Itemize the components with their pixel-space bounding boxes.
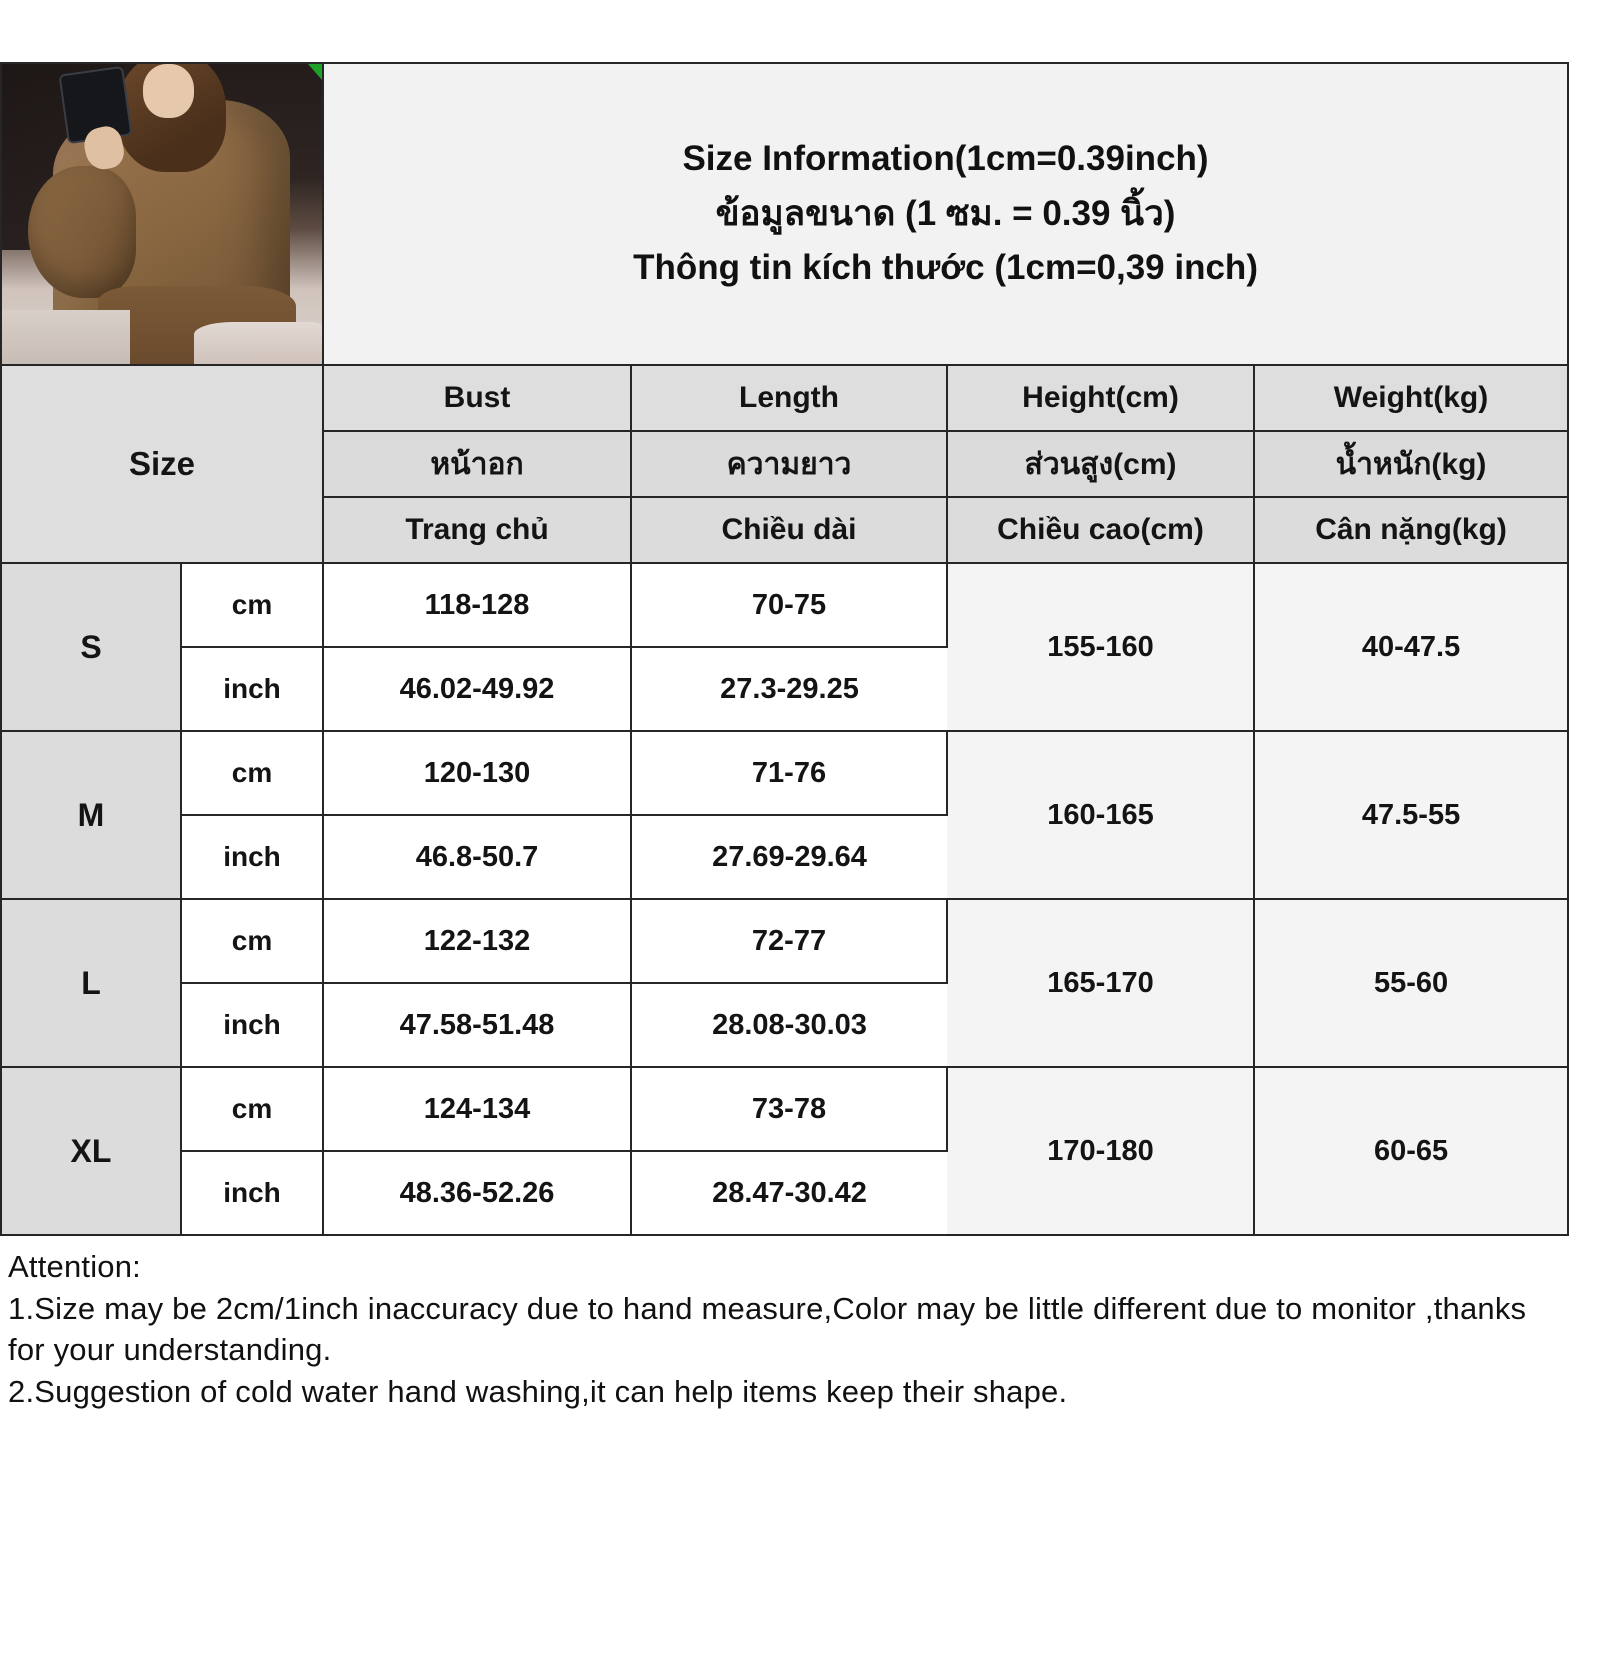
- bust-inch-m: 46.8-50.7: [323, 815, 631, 899]
- column-header-bust-th: หน้าอก: [323, 431, 631, 497]
- attention-heading: Attention:: [8, 1249, 141, 1284]
- column-header-bust-vi: Trang chủ: [323, 497, 631, 563]
- title-stack: [348, 138, 1543, 290]
- bust-cm-m: 120-130: [323, 731, 631, 815]
- unit-label-cm-m: cm: [181, 731, 323, 815]
- bust-cm-xl: 124-134: [323, 1067, 631, 1151]
- bust-inch-xl: 48.36-52.26: [323, 1151, 631, 1235]
- photo-shirt-sleeve: [28, 166, 137, 298]
- attention-block: [0, 1236, 1567, 1412]
- title-line-en: Size Information(1cm=0.39inch): [682, 138, 1209, 178]
- unit-label-cm-l: cm: [181, 899, 323, 983]
- table-row: [1, 899, 1568, 983]
- table-row: [1, 1067, 1568, 1151]
- weight-l: 55-60: [1254, 899, 1568, 1067]
- length-cm-s: 70-75: [631, 563, 947, 647]
- column-header-length-vi: Chiều dài: [631, 497, 947, 563]
- bust-cm-s: 118-128: [323, 563, 631, 647]
- size-chart-sheet: [0, 62, 1600, 1662]
- size-label-xl: XL: [1, 1067, 181, 1235]
- length-cm-m: 71-76: [631, 731, 947, 815]
- table-row: [1, 731, 1568, 815]
- weight-xl: 60-65: [1254, 1067, 1568, 1235]
- unit-label-cm-xl: cm: [181, 1067, 323, 1151]
- column-header-height-en: Height(cm): [947, 365, 1254, 431]
- weight-m: 47.5-55: [1254, 731, 1568, 899]
- unit-label-inch-s: inch: [181, 647, 323, 731]
- column-header-weight-vi: Cân nặng(kg): [1254, 497, 1568, 563]
- size-chart-table: [0, 62, 1569, 1236]
- photo-floor: [2, 310, 130, 364]
- product-photo-cell: [1, 63, 323, 365]
- height-l: 165-170: [947, 899, 1254, 1067]
- size-label-m: M: [1, 731, 181, 899]
- length-inch-s: 27.3-29.25: [631, 647, 947, 731]
- bust-inch-s: 46.02-49.92: [323, 647, 631, 731]
- column-header-height-vi: Chiều cao(cm): [947, 497, 1254, 563]
- attention-note-1: 1.Size may be 2cm/1inch inaccuracy due to hand measure,Color may be little different due to monitor ,thanks for your understanding.: [8, 1290, 1527, 1368]
- table-row: [1, 563, 1568, 647]
- column-header-length-en: Length: [631, 365, 947, 431]
- length-inch-l: 28.08-30.03: [631, 983, 947, 1067]
- column-header-size: Size: [1, 365, 323, 563]
- title-cell: [323, 63, 1568, 365]
- column-header-height-th: ส่วนสูง(cm): [947, 431, 1254, 497]
- column-header-row-en: [1, 365, 1568, 431]
- green-corner-marker-icon: [308, 64, 322, 80]
- weight-s: 40-47.5: [1254, 563, 1568, 731]
- unit-label-inch-l: inch: [181, 983, 323, 1067]
- photo-pillow: [194, 322, 322, 364]
- attention-note-2: 2.Suggestion of cold water hand washing,it can help items keep their shape.: [8, 1373, 1068, 1409]
- height-s: 155-160: [947, 563, 1254, 731]
- column-header-length-th: ความยาว: [631, 431, 947, 497]
- unit-label-inch-xl: inch: [181, 1151, 323, 1235]
- size-label-s: S: [1, 563, 181, 731]
- height-m: 160-165: [947, 731, 1254, 899]
- length-cm-l: 72-77: [631, 899, 947, 983]
- length-inch-xl: 28.47-30.42: [631, 1151, 947, 1235]
- bust-inch-l: 47.58-51.48: [323, 983, 631, 1067]
- title-line-vi: Thông tin kích thước (1cm=0,39 inch): [633, 248, 1258, 288]
- length-inch-m: 27.69-29.64: [631, 815, 947, 899]
- size-label-l: L: [1, 899, 181, 1067]
- product-photo-woman-in-brown-shirt: [2, 64, 322, 364]
- length-cm-xl: 73-78: [631, 1067, 947, 1151]
- column-header-bust-en: Bust: [323, 365, 631, 431]
- unit-label-inch-m: inch: [181, 815, 323, 899]
- title-line-th: ข้อมูลขนาด (1 ซม. = 0.39 นิ้ว): [715, 193, 1176, 233]
- height-xl: 170-180: [947, 1067, 1254, 1235]
- bust-cm-l: 122-132: [323, 899, 631, 983]
- photo-model-face: [143, 64, 194, 118]
- column-header-weight-th: น้ำหนัก(kg): [1254, 431, 1568, 497]
- unit-label-cm-s: cm: [181, 563, 323, 647]
- table-header-row: [1, 63, 1568, 365]
- column-header-weight-en: Weight(kg): [1254, 365, 1568, 431]
